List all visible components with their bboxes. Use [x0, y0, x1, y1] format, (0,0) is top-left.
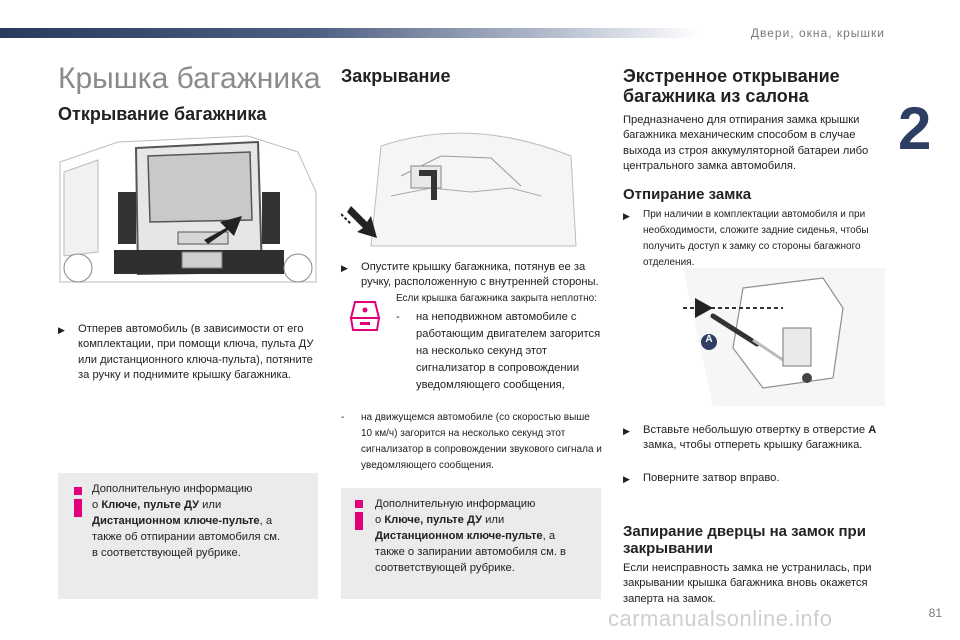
col2-bullet — [341, 260, 601, 291]
lock-release-illustration — [623, 268, 885, 406]
section-title: Двери, окна, крышки — [750, 26, 885, 40]
page-title: Крышка багажника — [58, 62, 321, 95]
col3-heading: Экстренное открывание багажника из салона — [623, 66, 840, 106]
col3-bullet-b — [623, 471, 885, 487]
bullet-marker-icon: ▶ — [623, 426, 630, 436]
bullet-marker-icon: ▶ — [623, 474, 630, 484]
info-icon — [74, 487, 82, 517]
col3-sub1-bullet-text: При наличии в комплектации автомобиля и при необходимости, сложите задние сиденья, чтобы получить доступ к замку со стороны багажного отделения. — [643, 209, 869, 268]
col1-bullet-text: Отперев автомобиль (в зависимости от его комплектации, при помощи ключа, пульта ДУ или дистанционного ключа-пульта), потяните за ручку и поднимите крышку багажника. — [78, 323, 314, 382]
col2-info-box — [341, 488, 601, 599]
col3-bullet-a — [623, 423, 885, 454]
tailgate-closing-illustration — [341, 96, 601, 256]
col3-sub2-text: Если неисправность замка не устранилась, при закрывании крышка багажника вновь окажется заперта на замок. — [623, 562, 872, 605]
col1-heading: Открывание багажника — [58, 104, 267, 124]
col3-bullet-b-text: Поверните затвор вправо. — [643, 472, 780, 484]
chapter-number: 2 — [898, 95, 932, 162]
bullet-marker-icon: ▶ — [623, 211, 630, 221]
van-rear-drawing — [58, 132, 318, 290]
bullet-marker-icon: ▶ — [58, 325, 65, 335]
col2-heading: Закрывание — [341, 66, 451, 86]
page-number: 81 — [928, 606, 942, 620]
col1-info-box — [58, 473, 318, 599]
lock-release-drawing — [623, 268, 885, 406]
col2-warning-intro: Если крышка багажника закрыта неплотно: — [396, 293, 597, 304]
bullet-marker-icon: ▶ — [341, 263, 348, 273]
col3-sub1-bullet — [623, 207, 889, 271]
col1-bullet — [58, 322, 316, 384]
info-icon — [355, 500, 363, 530]
tailgate-closing-drawing — [341, 96, 601, 256]
col3-bullet-a-text: Вставьте небольшую отвертку в отверстие A замка, чтобы отпереть крышку багажника. — [643, 424, 877, 452]
col3-sub1: Отпирание замка — [623, 186, 752, 203]
header-bar — [0, 28, 700, 38]
col3-sub2: Запирание дверцы на замок при закрывании — [623, 523, 866, 557]
van-rear-illustration — [58, 132, 318, 290]
figure-label-a: A — [705, 334, 713, 345]
tailgate-open-warning-icon — [347, 298, 383, 334]
col2-dash-item-2: - на движущемся автомобиле (со скоростью выше 10 км/ч) загорится на несколько секунд этот сигнализатор в сопровождении звукового сигнала и уведомляющего сообщения. — [341, 412, 602, 471]
col3-intro: Предназначено для отпирания замка крышки багажника механическим способом в случае выхода из строя аккумуляторной батареи либо центрального замка автомобиля. — [623, 114, 869, 173]
col2-info-text: Дополнительную информацию о Ключе, пульте ДУ или Дистанционном ключе-пульте, а также о запирании автомобиля см. в соответствующей рубрике. — [375, 498, 566, 574]
col1-info-text: Дополнительную информацию о Ключе, пульте ДУ или Дистанционном ключе-пульте, а также об отпирании автомобиля см. в соответствующей рубрике. — [92, 483, 281, 559]
col2-bullet-text: Опустите крышку багажника, потянув ее за ручку, расположенную с внутренней стороны. — [361, 261, 599, 289]
col2-dash-item-1: - на неподвижном автомобиле с работающим двигателем загорится на несколько секунд этот сигнализатор в сопровождении уведомляющего сообщения, — [396, 311, 601, 391]
watermark: carmanualsonline.info — [608, 606, 833, 631]
